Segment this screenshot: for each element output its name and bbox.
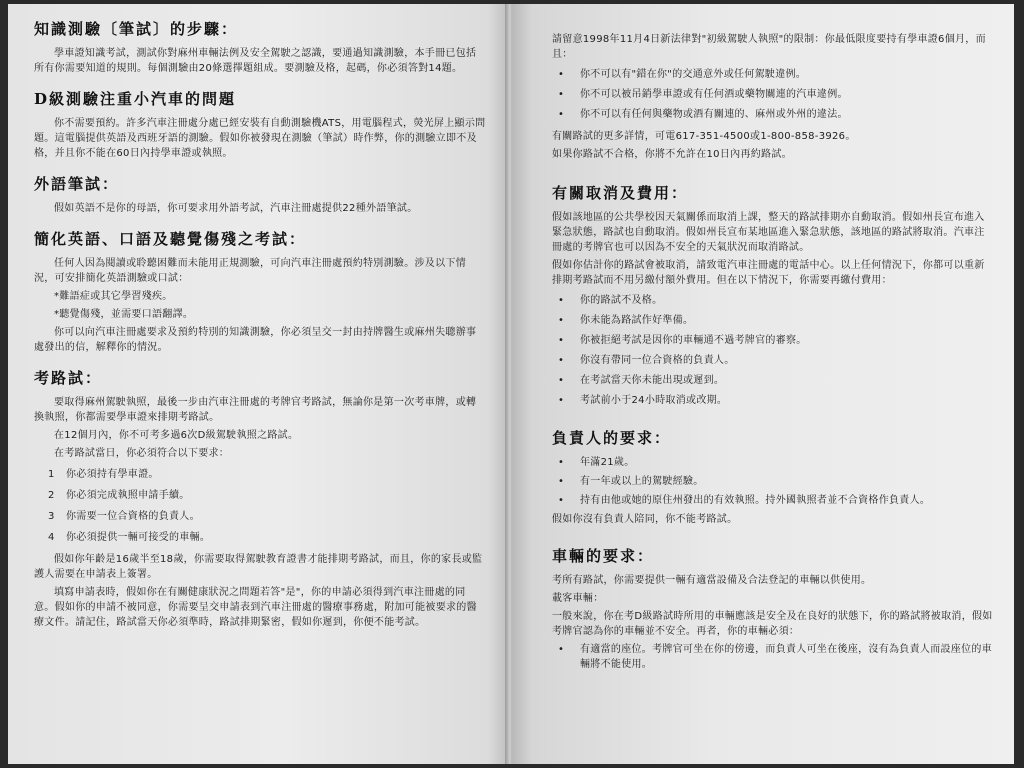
vehicle-requirements-list (552, 642, 994, 672)
heading-road-test: 考路試： (34, 369, 103, 387)
section-cancellation-fees (552, 184, 994, 411)
paragraph: *聽覺傷殘，並需要口語翻譯。 (54, 309, 194, 320)
junior-license-list (552, 65, 994, 125)
list-item: • 在考試當天你未能出現或遲到。 (552, 371, 994, 391)
paragraph: 你可以向汽車注冊處要求及預約特別的知識測驗，你必須呈交一封由持牌醫生或麻州失聰辦事處發出的信，解釋你的情況。 (34, 327, 477, 353)
bullet-icon: • (558, 495, 565, 506)
heading-class-d: D級測驗注重小汽車的問題 (34, 90, 237, 108)
paragraph: 一般來說，你在考D級路試時所用的車輛應該是安全及在良好的狀態下，你的路試將被取消，假如考牌官認為你的車輛並不安全。再者，你的車輛必須： (552, 611, 993, 637)
bullet-icon: • (558, 457, 565, 468)
paragraph: 假如你年齡是16歲半至18歲，你需要取得駕駛教育證書才能排期考路試，而且，你的家長或監護人需要在申請表上簽署。 (34, 554, 483, 580)
heading-sponsor-requirements: 負責人的要求： (552, 429, 672, 447)
paragraph: 要取得麻州駕駛執照，最後一步由汽車注冊處的考牌官考路試，無論你是第一次考車牌，或轉換執照，你都需要學車證來排期考路試。 (34, 397, 477, 423)
paragraph: 學車證知識考試，測試你對麻州車輛法例及安全駕駛之認識，要通過知識測驗，本手冊已包括所有你需要知道的規則。每個測驗由20條選擇題組成。要測驗及格，起碼，你必須答對14題。 (34, 48, 477, 74)
section-simplified-test (34, 230, 486, 355)
bullet-icon: • (558, 109, 565, 120)
list-item: • 你被拒絕考試是因你的車輛通不過考牌官的審察。 (552, 331, 994, 351)
list-item: • 持有由他或她的原住州發出的有效執照。持外國執照者並不合資格作負責人。 (558, 495, 931, 506)
fee-conditions-list (552, 291, 994, 411)
list-item: 4 你必須提供一輛可接受的車輛。 (48, 532, 211, 543)
paragraph: *難語症或其它學習殘疾。 (54, 291, 173, 302)
bullet-icon: • (558, 355, 565, 366)
list-item: 2 你必須完成執照申請手續。 (48, 490, 190, 501)
bullet-icon: • (558, 375, 565, 386)
list-item: • 考試前小于24小時取消或改期。 (552, 391, 994, 411)
list-item: • 你未能為路試作好準備。 (552, 311, 994, 331)
bullet-icon: • (558, 476, 565, 487)
paragraph: 假如該地區的公共學校因天氣關係而取消上課，整天的路試排期亦自動取消。假如州長宣布進入緊急狀態，路試也自動取消。假如州長宣布某地區進入緊急狀態，該地區的路試將取消。汽車注冊處的考牌官也可以因為不安全的天氣狀況而取消路試。 (552, 212, 985, 253)
bullet-icon: • (558, 89, 565, 100)
sponsor-requirements-list (552, 455, 994, 508)
paragraph: 考所有路試，你需要提供一輛有適當設備及合法登記的車輛以供使用。 (552, 575, 872, 586)
bullet-icon: • (558, 69, 565, 80)
bullet-icon: • (558, 644, 565, 655)
list-item: • 有一年或以上的駕駛經驗。 (558, 476, 704, 487)
bullet-icon: • (558, 335, 565, 346)
paragraph: 任何人因為閱讀或聆聽困難而未能用正規測驗，可向汽車注冊處預約特別測驗。涉及以下情況，可安排簡化英語測驗或口試： (34, 258, 466, 284)
heading-knowledge-test: 知識測驗〔筆試〕的步驟： (34, 20, 239, 38)
paragraph: 在考路試當日，你必須符合以下要求： (54, 448, 230, 459)
section-foreign-language (34, 175, 486, 216)
list-item: 1 你必須持有學車證。 (48, 469, 159, 480)
paragraph: 填寫申請表時，假如你在有關健康狀況之問題若答"是"，你的申請必須得到汽車注冊處的同意。假如你的申請不被同意，你需要呈交申請表到汽車注冊處的醫療事務處，附加可能被要求的醫療文件。請記住，路試當天你必須準時，路試排期緊密，假如你遲到，你便不能考試。 (34, 587, 477, 628)
section-junior-license (552, 32, 994, 162)
list-item: • 年滿21歲。 (558, 457, 635, 468)
bullet-icon: • (558, 395, 565, 406)
paragraph: 假如英語不是你的母語，你可要求用外語考試，汽車注冊處提供22種外語筆試。 (54, 203, 418, 214)
paragraph: 在12個月內，你不可考多過6次D級駕駛執照之路試。 (54, 430, 299, 441)
section-knowledge-test (34, 20, 486, 76)
list-item: 3 你需要一位合資格的負責人。 (48, 511, 200, 522)
bullet-icon: • (558, 315, 565, 326)
section-vehicle-requirements (552, 547, 994, 672)
paragraph: 如果你路試不合格，你將不允許在10日內再約路試。 (552, 149, 792, 160)
list-item: • 有適當的座位。考牌官可坐在你的傍邊，而負責人可坐在後座，沒有為負責人而設座位的車輛將不能使用。 (558, 644, 992, 670)
paragraph: 你不需要預約。許多汽車注冊處分處已經安裝有自動測驗機ATS，用電腦程式，熒光屏上顯示問題。這電腦提供英語及西班牙語的測驗。假如你被發現在測驗（筆試）時作弊，你的測驗立即不及格，并且你不能在60日內持學車證或執照。 (34, 118, 486, 159)
section-sponsor-requirements (552, 429, 994, 527)
section-road-test (34, 369, 486, 630)
paragraph: 載客車輛： (552, 593, 604, 604)
list-item: • 你的路試不及格。 (552, 291, 994, 311)
list-item: • 你不可以有"錯在你"的交通意外或任何駕駛違例。 (552, 65, 994, 85)
paragraph: 假如你估計你的路試會被取消，請致電汽車注冊處的電話中心。以上任何情況下，你都可以重新排期考路試而不用另繳付額外費用。但在以下情況下，你需要再繳付費用： (552, 260, 985, 286)
heading-vehicle-requirements: 車輛的要求： (552, 547, 655, 565)
section-class-d (34, 90, 486, 161)
heading-simplified-test: 簡化英語、口語及聽覺傷殘之考試： (34, 230, 307, 248)
left-page (8, 4, 508, 764)
road-test-requirements-list (48, 464, 486, 548)
paragraph: 請留意1998年11月4日新法律對"初級駕駛人執照"的限制：你最低限度要持有學車證6個月，而且： (552, 34, 986, 60)
list-item: • 你不可以被吊銷學車證或有任何酒或藥物關連的汽車違例。 (552, 85, 994, 105)
heading-cancellation-fees: 有關取消及費用： (552, 184, 689, 202)
paragraph: 假如你沒有負責人陪同，你不能考路試。 (552, 514, 738, 525)
heading-foreign-language: 外語筆試： (34, 175, 120, 193)
right-page (512, 4, 1014, 764)
list-item: • 你不可以有任何與藥物或酒有關連的、麻州或外州的違法。 (552, 105, 994, 125)
paragraph: 有關路試的更多詳情，可電617-351-4500或1-800-858-3926。 (552, 131, 856, 142)
bullet-icon: • (558, 295, 565, 306)
list-item: • 你沒有帶同一位合資格的負責人。 (552, 351, 994, 371)
